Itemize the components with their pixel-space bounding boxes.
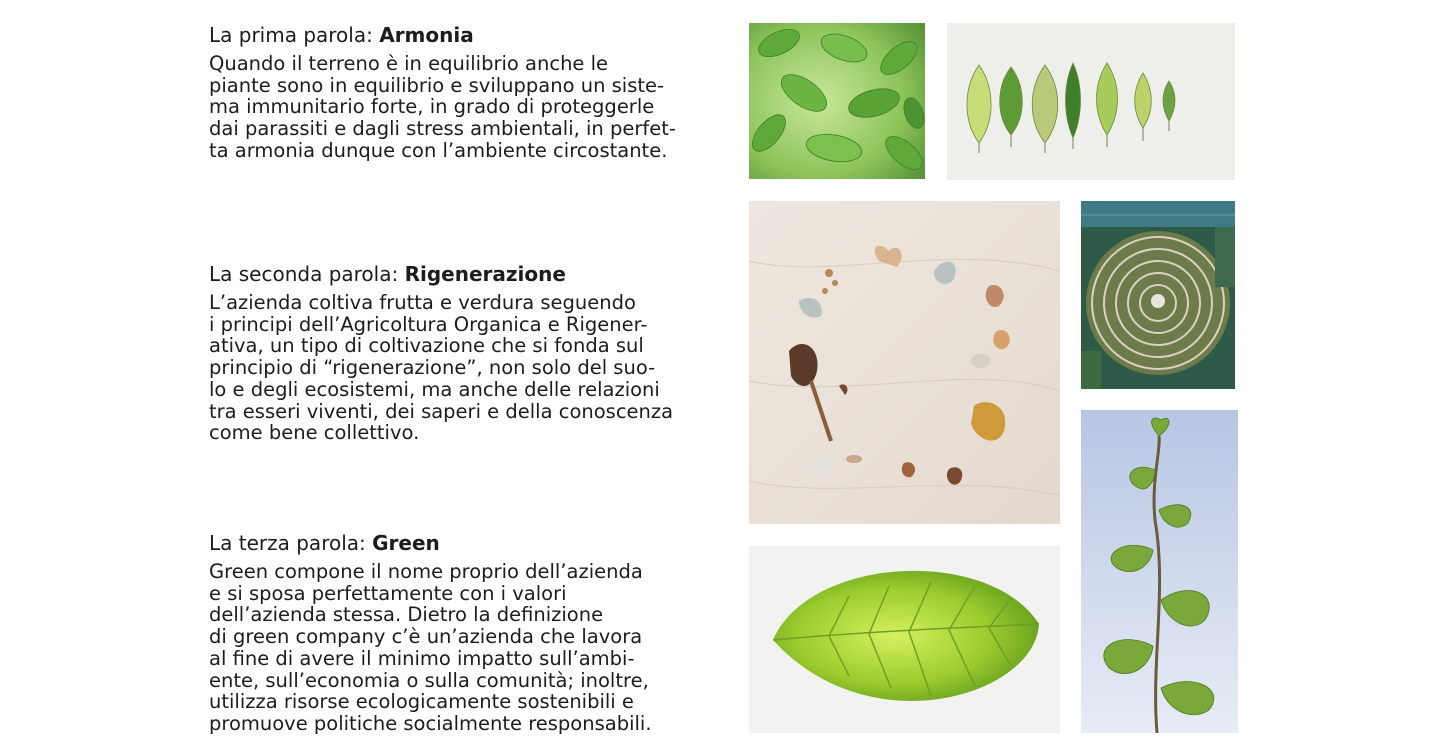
section-green [209, 531, 652, 735]
title-prefix: La terza parola: [209, 531, 373, 555]
paragraph-line: dai parassiti e dagli stress ambientali, in perfet- [209, 117, 676, 141]
paragraph-line: principio di “rigenerazione”, non solo del suo- [209, 356, 656, 380]
title-keyword: Rigenerazione [404, 262, 566, 286]
paragraph-line: lo e degli ecosistemi, ma anche delle relazioni [209, 377, 660, 401]
backlit-green-leaf-photo [749, 546, 1060, 733]
leafy-stem-sky-photo [1081, 410, 1238, 733]
section-title [209, 262, 637, 286]
green-leaves-photo [749, 23, 925, 179]
paragraph-line: e si sposa perfettamente con i valori [209, 581, 567, 605]
paragraph-line: piante sono in equilibrio e sviluppano un siste- [209, 73, 665, 97]
paragraph-line: ta armonia dunque con l’ambiente circostante. [209, 138, 668, 162]
paragraph-line: L’azienda coltiva frutta e verdura seguendo [209, 291, 636, 314]
section-title [209, 531, 629, 555]
paragraph-line: Green compone il nome proprio dell’azienda [209, 560, 643, 583]
paragraph-line: i principi dell’Agricoltura Organica e Rigener- [209, 312, 648, 336]
paragraph-line: dell’azienda stessa. Dietro la definizione [209, 603, 604, 627]
section-paragraph [209, 291, 674, 445]
section-paragraph [209, 560, 652, 735]
paragraph-line: ma immunitario forte, in grado di proteggerle [209, 95, 655, 119]
paragraph-line: come bene collettivo. [209, 421, 420, 445]
title-keyword: Green [372, 531, 440, 555]
section-armonia [209, 23, 676, 162]
paragraph-line: promuove politiche socialmente responsabili. [209, 711, 652, 735]
spiral-garden-aerial-photo [1081, 201, 1235, 389]
paragraph-line: tra esseri viventi, dei saperi e della conoscenza [209, 399, 674, 423]
paragraph-line: ativa, un tipo di coltivazione che si fonda sul [209, 334, 644, 358]
leaf-row-photo [947, 23, 1235, 180]
paragraph-line: Quando il terreno è in equilibrio anche le [209, 52, 609, 75]
paragraph-line: di green company c’è un’azienda che lavora [209, 625, 643, 649]
section-rigenerazione [209, 262, 674, 445]
paragraph-line: al fine di avere il minimo impatto sull’ambi- [209, 646, 635, 670]
title-prefix: La prima parola: [209, 23, 380, 47]
section-title [209, 23, 639, 47]
paragraph-line: utilizza risorse ecologicamente sostenibili e [209, 690, 634, 714]
dried-leaves-circle-photo [749, 201, 1060, 524]
title-keyword: Armonia [379, 23, 474, 47]
paragraph-line: ente, sull’economia o sulla comunità; inoltre, [209, 668, 649, 692]
title-prefix: La seconda parola: [209, 262, 405, 286]
section-paragraph [209, 52, 676, 162]
